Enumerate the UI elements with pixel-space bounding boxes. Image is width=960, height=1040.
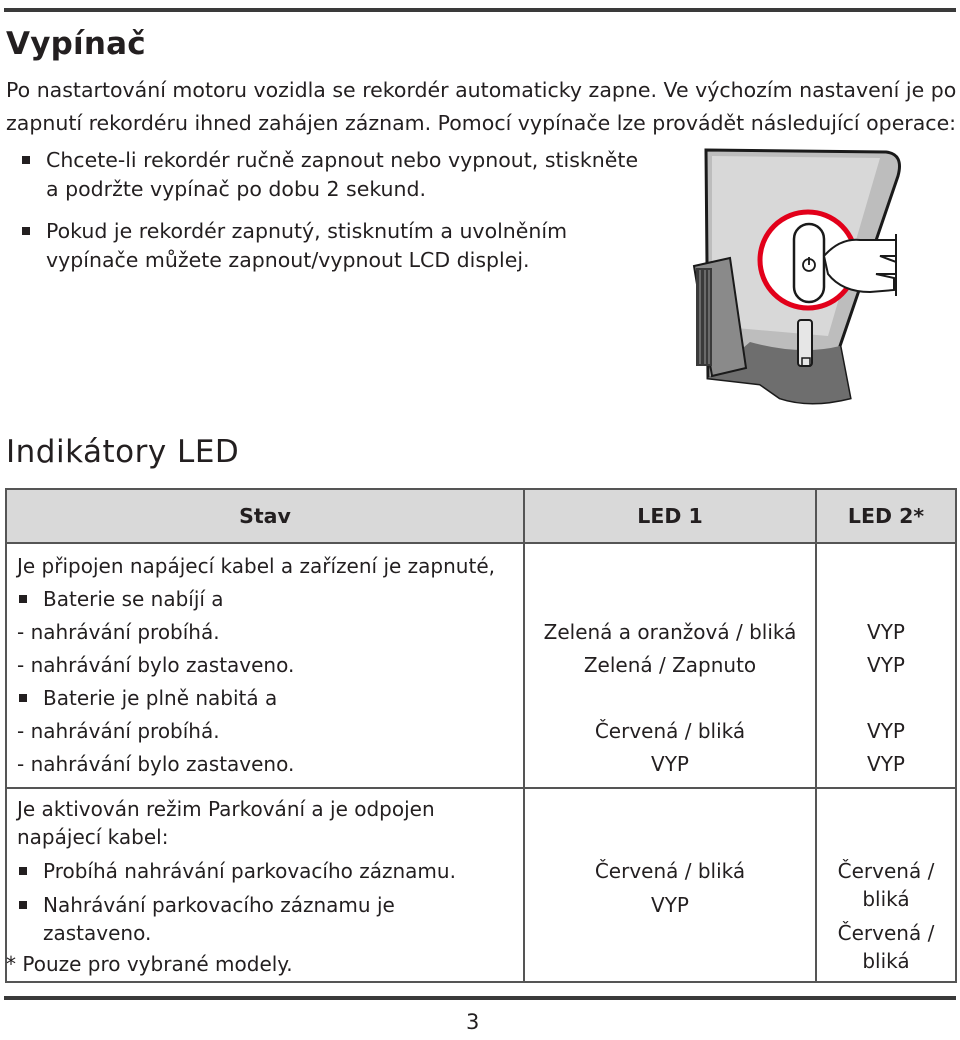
group-title: Je připojen napájecí kabel a zařízení je zapnuté, (17, 554, 495, 578)
led2-value: VYP (867, 752, 905, 776)
sub-condition-text: Baterie se nabíjí a (43, 587, 224, 611)
led2-value: Červená / bliká (837, 921, 935, 973)
led1-value: Červená / bliká (594, 859, 746, 883)
heading-led-indicators: Indikátory LED (6, 434, 240, 470)
led2-value: VYP (867, 719, 905, 743)
bullet-square-icon (19, 901, 27, 909)
sub-condition-text: Baterie je plně nabitá a (43, 686, 278, 710)
led2-value: VYP (867, 620, 905, 644)
condition-label: - nahrávání probíhá. (17, 719, 220, 743)
led2-value: VYP (867, 653, 905, 677)
page-number: 3 (466, 1010, 480, 1034)
sub-condition-continued: zastaveno. (43, 921, 152, 945)
group-title: napájecí kabel: (17, 825, 169, 849)
dashcam-power-button-illustration (690, 146, 960, 410)
sub-condition (17, 857, 513, 885)
led1-value: VYP (651, 752, 689, 776)
condition-label: - nahrávání bylo zastaveno. (17, 752, 295, 776)
intro-line-1: Po nastartování motoru vozidla se rekordér automaticky zapne. Ve výchozím nastavení je po (6, 78, 957, 102)
intro-line-2: zapnutí rekordéru ihned zahájen záznam. Pomocí vypínače lze provádět následující operace: (6, 111, 957, 135)
operation-text: Chcete-li rekordér ručně zapnout nebo vypnout, stiskněte (46, 148, 639, 172)
led-table-header-row (6, 489, 956, 543)
table-row (6, 543, 956, 788)
lens-ring (696, 268, 712, 366)
led1-value: Červená / bliká (594, 719, 746, 743)
led1-value: Zelená a oranžová / bliká (543, 620, 797, 644)
led1-value: VYP (651, 893, 689, 917)
bottom-rule (4, 996, 956, 1000)
top-rule (4, 8, 956, 12)
led-table (5, 488, 957, 983)
sub-condition (17, 682, 513, 715)
led1-cell (524, 543, 816, 788)
sub-condition (17, 583, 513, 616)
footnote: * Pouze pro vybrané modely. (6, 952, 293, 976)
sub-condition-text: Nahrávání parkovacího záznamu je (43, 893, 395, 917)
operations-list (20, 146, 700, 288)
operation-text: vypínače můžete zapnout/vypnout LCD displej. (46, 248, 530, 272)
bullet-square-icon (22, 156, 30, 164)
condition-label: - nahrávání bylo zastaveno. (17, 653, 295, 677)
operation-item (20, 217, 700, 275)
header-stav: Stav (6, 489, 524, 543)
condition-label: - nahrávání probíhá. (17, 620, 220, 644)
operation-text: a podržte vypínač po dobu 2 sekund. (46, 177, 427, 201)
led2-value: Červená / bliká (837, 859, 935, 911)
led2-cell (816, 543, 956, 788)
bullet-square-icon (22, 227, 30, 235)
operation-text: Pokud je rekordér zapnutý, stisknutím a uvolněním (46, 219, 568, 243)
bullet-square-icon (19, 867, 27, 875)
led1-value: Zelená / Zapnuto (583, 653, 757, 677)
header-led2: LED 2* (816, 489, 956, 543)
operation-item (20, 146, 700, 204)
sub-condition-text: Probíhá nahrávání parkovacího záznamu. (43, 859, 456, 883)
led2-cell (816, 788, 956, 982)
header-led1: LED 1 (524, 489, 816, 543)
bullet-square-icon (19, 595, 27, 603)
sub-condition (17, 891, 513, 919)
group-title: Je aktivován režim Parkování a je odpojen (17, 797, 435, 821)
heading-power-switch: Vypínač (6, 26, 146, 62)
bullet-square-icon (19, 694, 27, 702)
led1-cell (524, 788, 816, 982)
stav-cell (6, 543, 524, 788)
